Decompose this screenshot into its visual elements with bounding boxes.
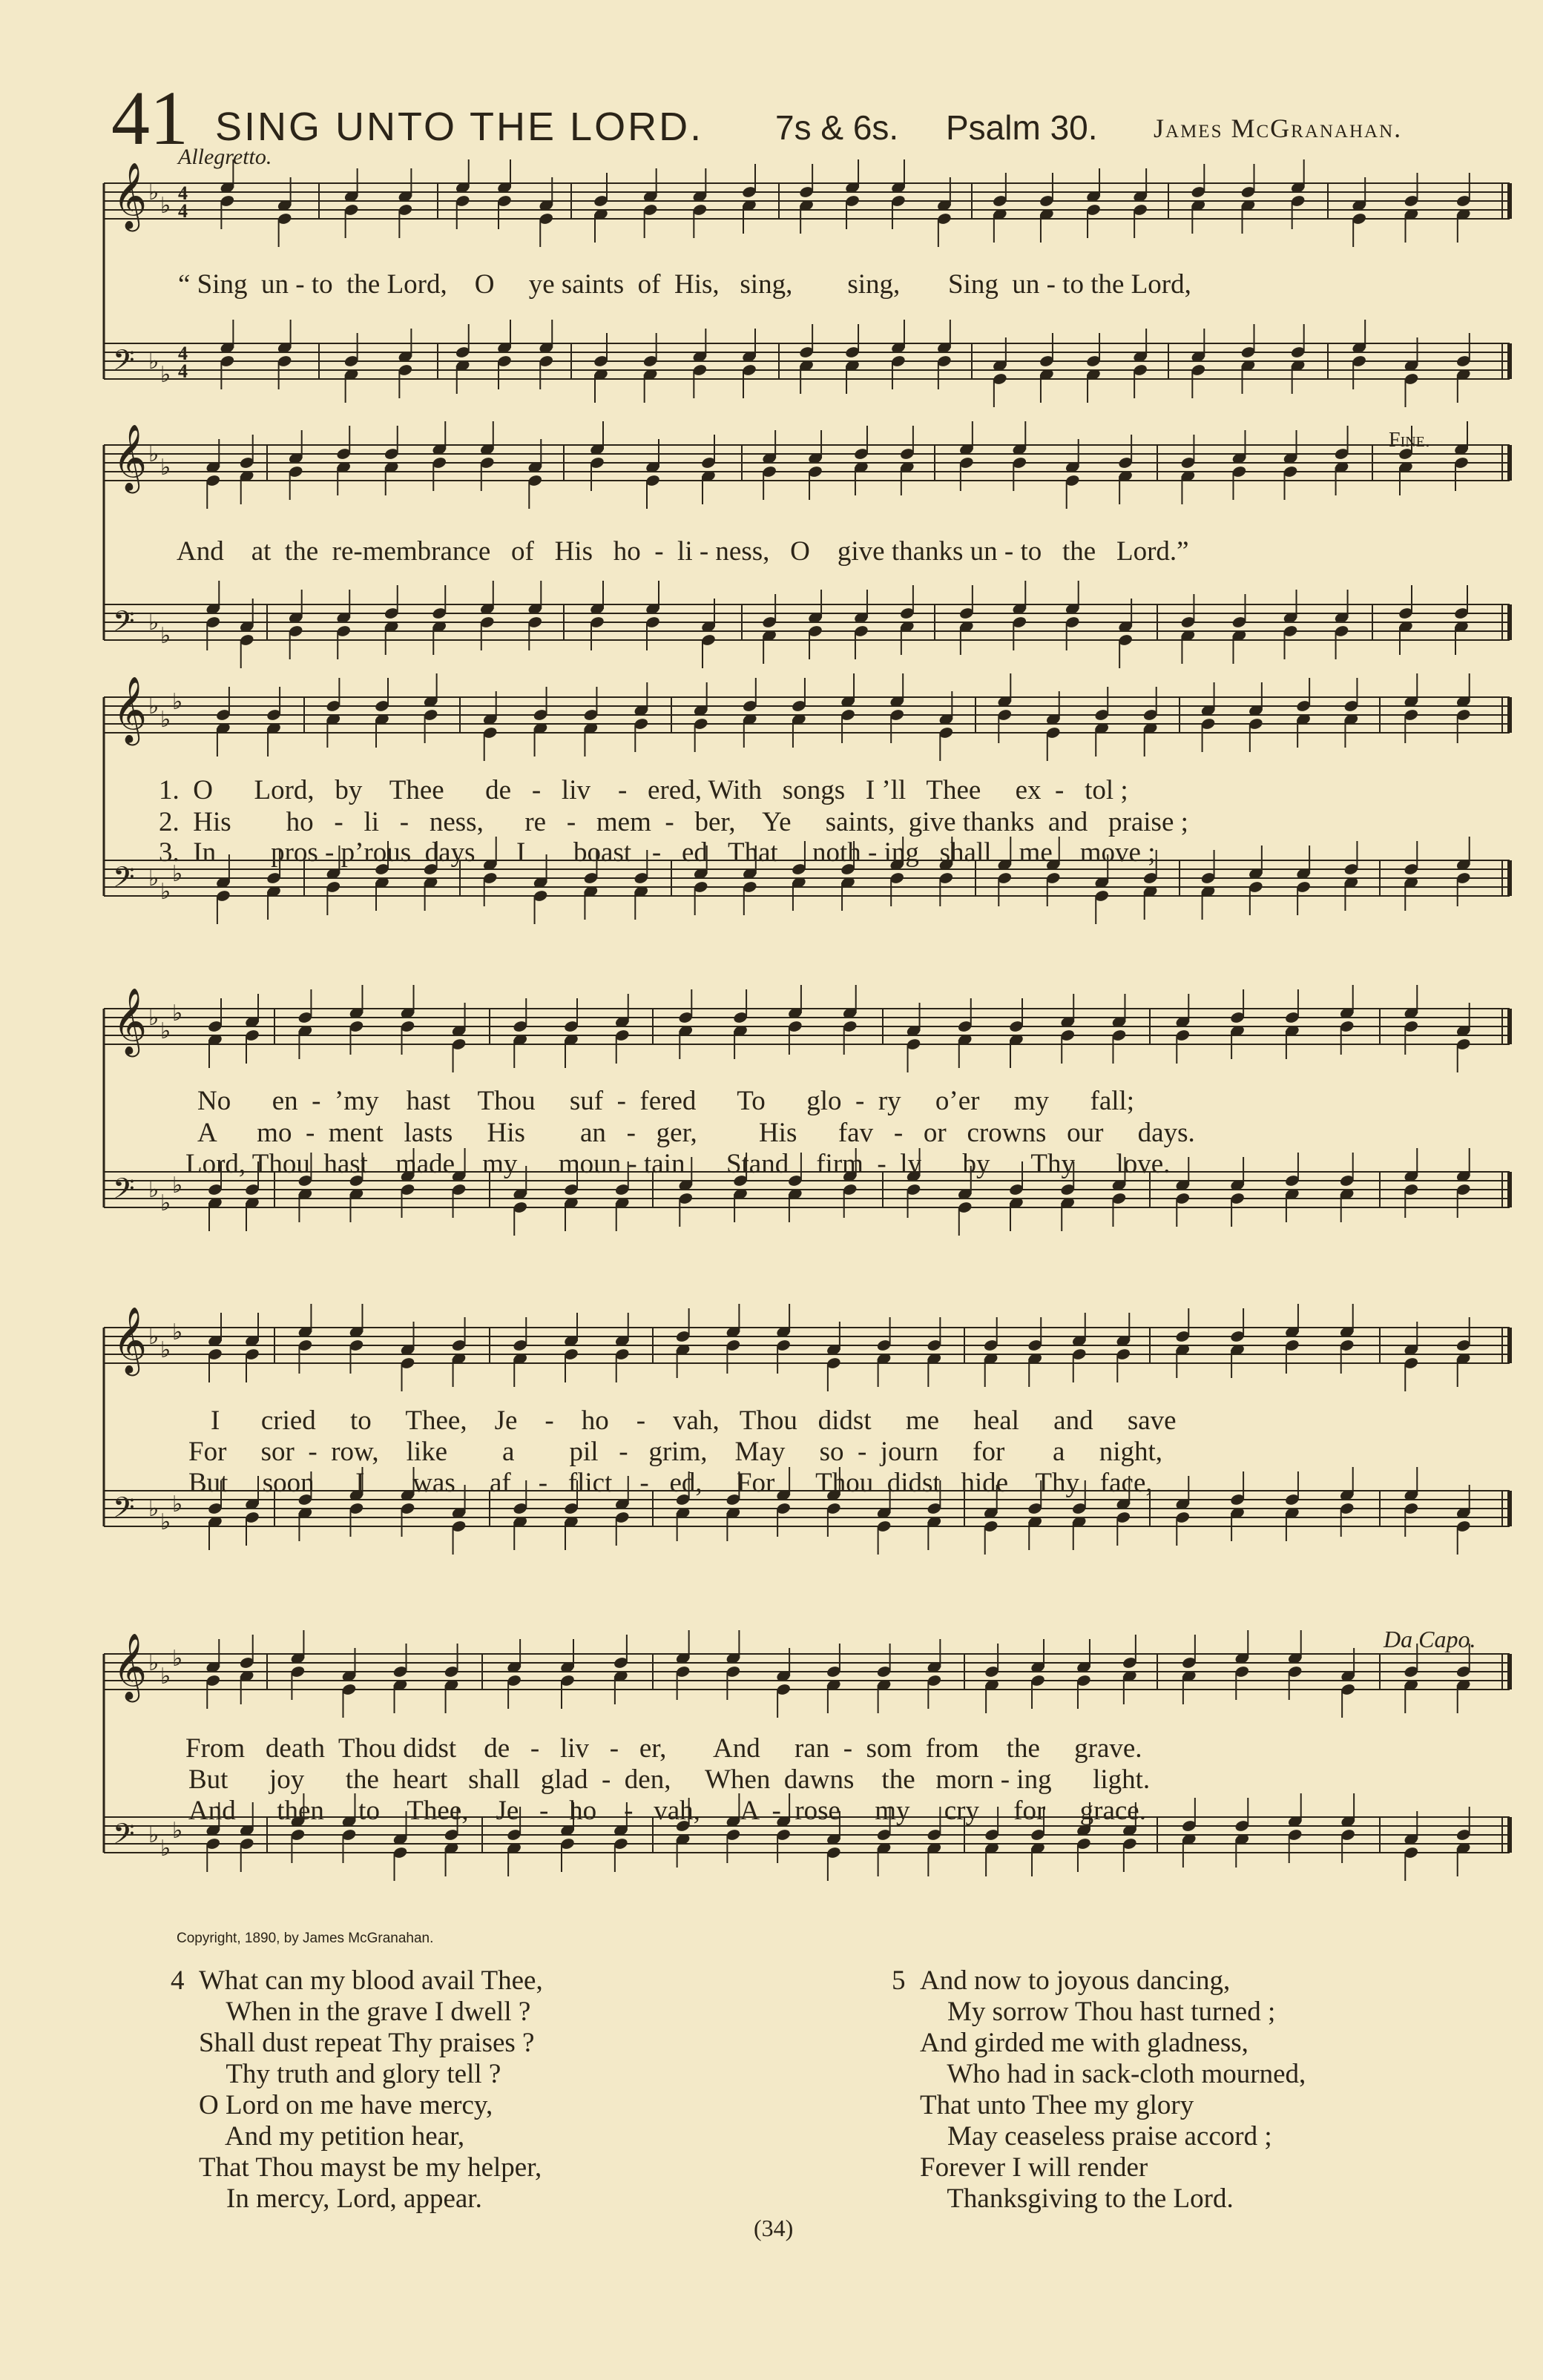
flat-sign: ♭	[172, 690, 183, 714]
clef-treble: 𝄞	[113, 676, 148, 744]
flat-sign: ♭	[172, 1492, 183, 1517]
stanza-line: May ceaseless praise accord ;	[920, 2121, 1272, 2152]
fine-marking: Fine.	[1389, 429, 1430, 452]
verse-3-line-3: But soon I was af - flict - ed, For Thou didst hide Thy face,	[188, 1468, 1153, 1498]
time-signature-bottom: 4	[178, 200, 188, 222]
verse-2-line-3: For sor - row, like a pil - grim, May so - journ for a night,	[188, 1437, 1163, 1467]
stanza-line: Thy truth and glory tell ?	[199, 2059, 501, 2089]
psalm-reference: Psalm 30.	[946, 108, 1098, 147]
clef-treble: 𝄞	[113, 424, 148, 492]
stanza-line: Forever I will render	[920, 2152, 1148, 2183]
flat-sign: ♭	[148, 610, 159, 635]
page-number: (34)	[754, 2215, 794, 2241]
stanza-line: And my petition hear,	[199, 2121, 465, 2152]
flat-sign: ♭	[160, 194, 171, 218]
flat-sign: ♭	[148, 1651, 159, 1675]
da-capo-marking: Da Capo.	[1384, 1626, 1476, 1652]
flat-sign: ♭	[160, 708, 171, 732]
stanza-line: In mercy, Lord, appear.	[199, 2183, 482, 2214]
time-signature-top: 4	[178, 343, 188, 364]
clef-treble: 𝄞	[113, 1307, 148, 1374]
stanza-line: Who had in sack-cloth mourned,	[920, 2059, 1306, 2089]
tempo-marking: Allegretto.	[178, 145, 272, 169]
stanza-line: And now to joyous dancing,	[920, 1965, 1231, 1996]
clef-treble: 𝄞	[113, 162, 148, 230]
refrain-lyric-line-1: “ Sing un - to the Lord, O ye saints of His, sing, sing, Sing un - to the Lord,	[178, 269, 1191, 300]
time-signature-top: 4	[178, 182, 188, 204]
verse-1-line-4: From death Thou didst de - liv - er, And ran - som from the grave.	[185, 1733, 1142, 1764]
hymn-title: SING UNTO THE LORD.	[215, 105, 704, 149]
flat-sign: ♭	[160, 1510, 171, 1535]
flat-sign: ♭	[148, 442, 159, 467]
clef-bass: 𝄢	[113, 1172, 135, 1213]
stanza-line: What can my blood avail Thee,	[199, 1965, 543, 1996]
hymn-number: 41	[111, 76, 188, 161]
stanza-4	[171, 1965, 543, 2215]
stanza-line: O Lord on me have mercy,	[199, 2090, 493, 2120]
flat-sign: ♭	[172, 1001, 183, 1026]
flat-sign: ♭	[148, 349, 159, 374]
flat-sign: ♭	[160, 880, 171, 904]
flat-sign: ♭	[160, 1338, 171, 1362]
stanza-line: That Thou mayst be my helper,	[199, 2152, 542, 2183]
verse-3-line-4: And then to Thee, Je - ho - vah, A - rose my cry for grace.	[188, 1796, 1146, 1826]
stanza-line: That unto Thee my glory	[920, 2090, 1194, 2120]
stanza-line: And girded me with gladness,	[920, 2028, 1248, 2058]
verse-2-line-1: 2. His ho - li - ness, re - mem - ber, Ye saints, give thanks and praise ;	[159, 807, 1188, 837]
flat-sign: ♭	[160, 1019, 171, 1044]
flat-sign: ♭	[160, 363, 171, 387]
composer: James McGranahan.	[1154, 113, 1403, 143]
verse-1-line-2: No en - ’my hast Thou suf - fered To glo - ry o’er my fall;	[197, 1086, 1135, 1116]
flat-sign: ♭	[172, 1819, 183, 1843]
meter: 7s & 6s.	[775, 108, 899, 147]
stanza-line: My sorrow Thou hast turned ;	[920, 1997, 1276, 2027]
clef-treble: 𝄞	[113, 1633, 148, 1701]
clef-bass: 𝄢	[113, 1817, 135, 1858]
flat-sign: ♭	[160, 1836, 171, 1861]
flat-sign: ♭	[172, 1320, 183, 1345]
stanza-4-number: 4	[171, 1965, 185, 1996]
flat-sign: ♭	[160, 1664, 171, 1689]
time-signature-bottom: 4	[178, 360, 188, 382]
flat-sign: ♭	[148, 1178, 159, 1202]
flat-sign: ♭	[160, 624, 171, 648]
flat-sign: ♭	[160, 1191, 171, 1216]
clef-bass: 𝄢	[113, 1491, 135, 1532]
stanza-line: Shall dust repeat Thy praises ?	[199, 2028, 535, 2058]
verse-1-line-3: I cried to Thee, Je - ho - vah, Thou didst me heal and save	[211, 1405, 1177, 1436]
refrain-lyric-line-2: And at the re-membrance of His ho - li - ness, O give thanks un - to the Lord.”	[177, 536, 1189, 567]
copyright-notice: Copyright, 1890, by James McGranahan.	[177, 1931, 434, 1946]
clef-bass: 𝄢	[113, 860, 135, 901]
flat-sign: ♭	[160, 455, 171, 480]
clef-treble: 𝄞	[113, 988, 148, 1055]
flat-sign: ♭	[148, 180, 159, 205]
flat-sign: ♭	[148, 1325, 159, 1349]
verse-2-line-2: A mo - ment lasts His an - ger, His fav - or crowns our days.	[197, 1118, 1195, 1148]
flat-sign: ♭	[148, 1823, 159, 1847]
stanza-line: Thanksgiving to the Lord.	[920, 2183, 1234, 2214]
verse-3-line-2: Lord, Thou hast made my moun - tain Stand firm - ly by Thy love.	[185, 1149, 1171, 1179]
flat-sign: ♭	[172, 1646, 183, 1671]
flat-sign: ♭	[148, 1497, 159, 1521]
verse-3-line-1: 3. In pros - p’rous days I boast - ed That noth - ing shall me move ;	[159, 837, 1156, 868]
flat-sign: ♭	[172, 1173, 183, 1198]
flat-sign: ♭	[148, 866, 159, 891]
verse-1-line-1: 1. O Lord, by Thee de - liv - ered, With songs I ’ll Thee ex - tol ;	[159, 775, 1128, 805]
stanza-5	[892, 1965, 1306, 2215]
clef-bass: 𝄢	[113, 343, 135, 384]
flat-sign: ♭	[172, 862, 183, 886]
verse-2-line-4: But joy the heart shall glad - den, When dawns the morn - ing light.	[188, 1764, 1151, 1795]
flat-sign: ♭	[148, 1006, 159, 1030]
flat-sign: ♭	[148, 694, 159, 719]
stanza-line: When in the grave I dwell ?	[199, 1997, 531, 2027]
stanza-5-number: 5	[892, 1965, 906, 1996]
clef-bass: 𝄢	[113, 604, 135, 645]
